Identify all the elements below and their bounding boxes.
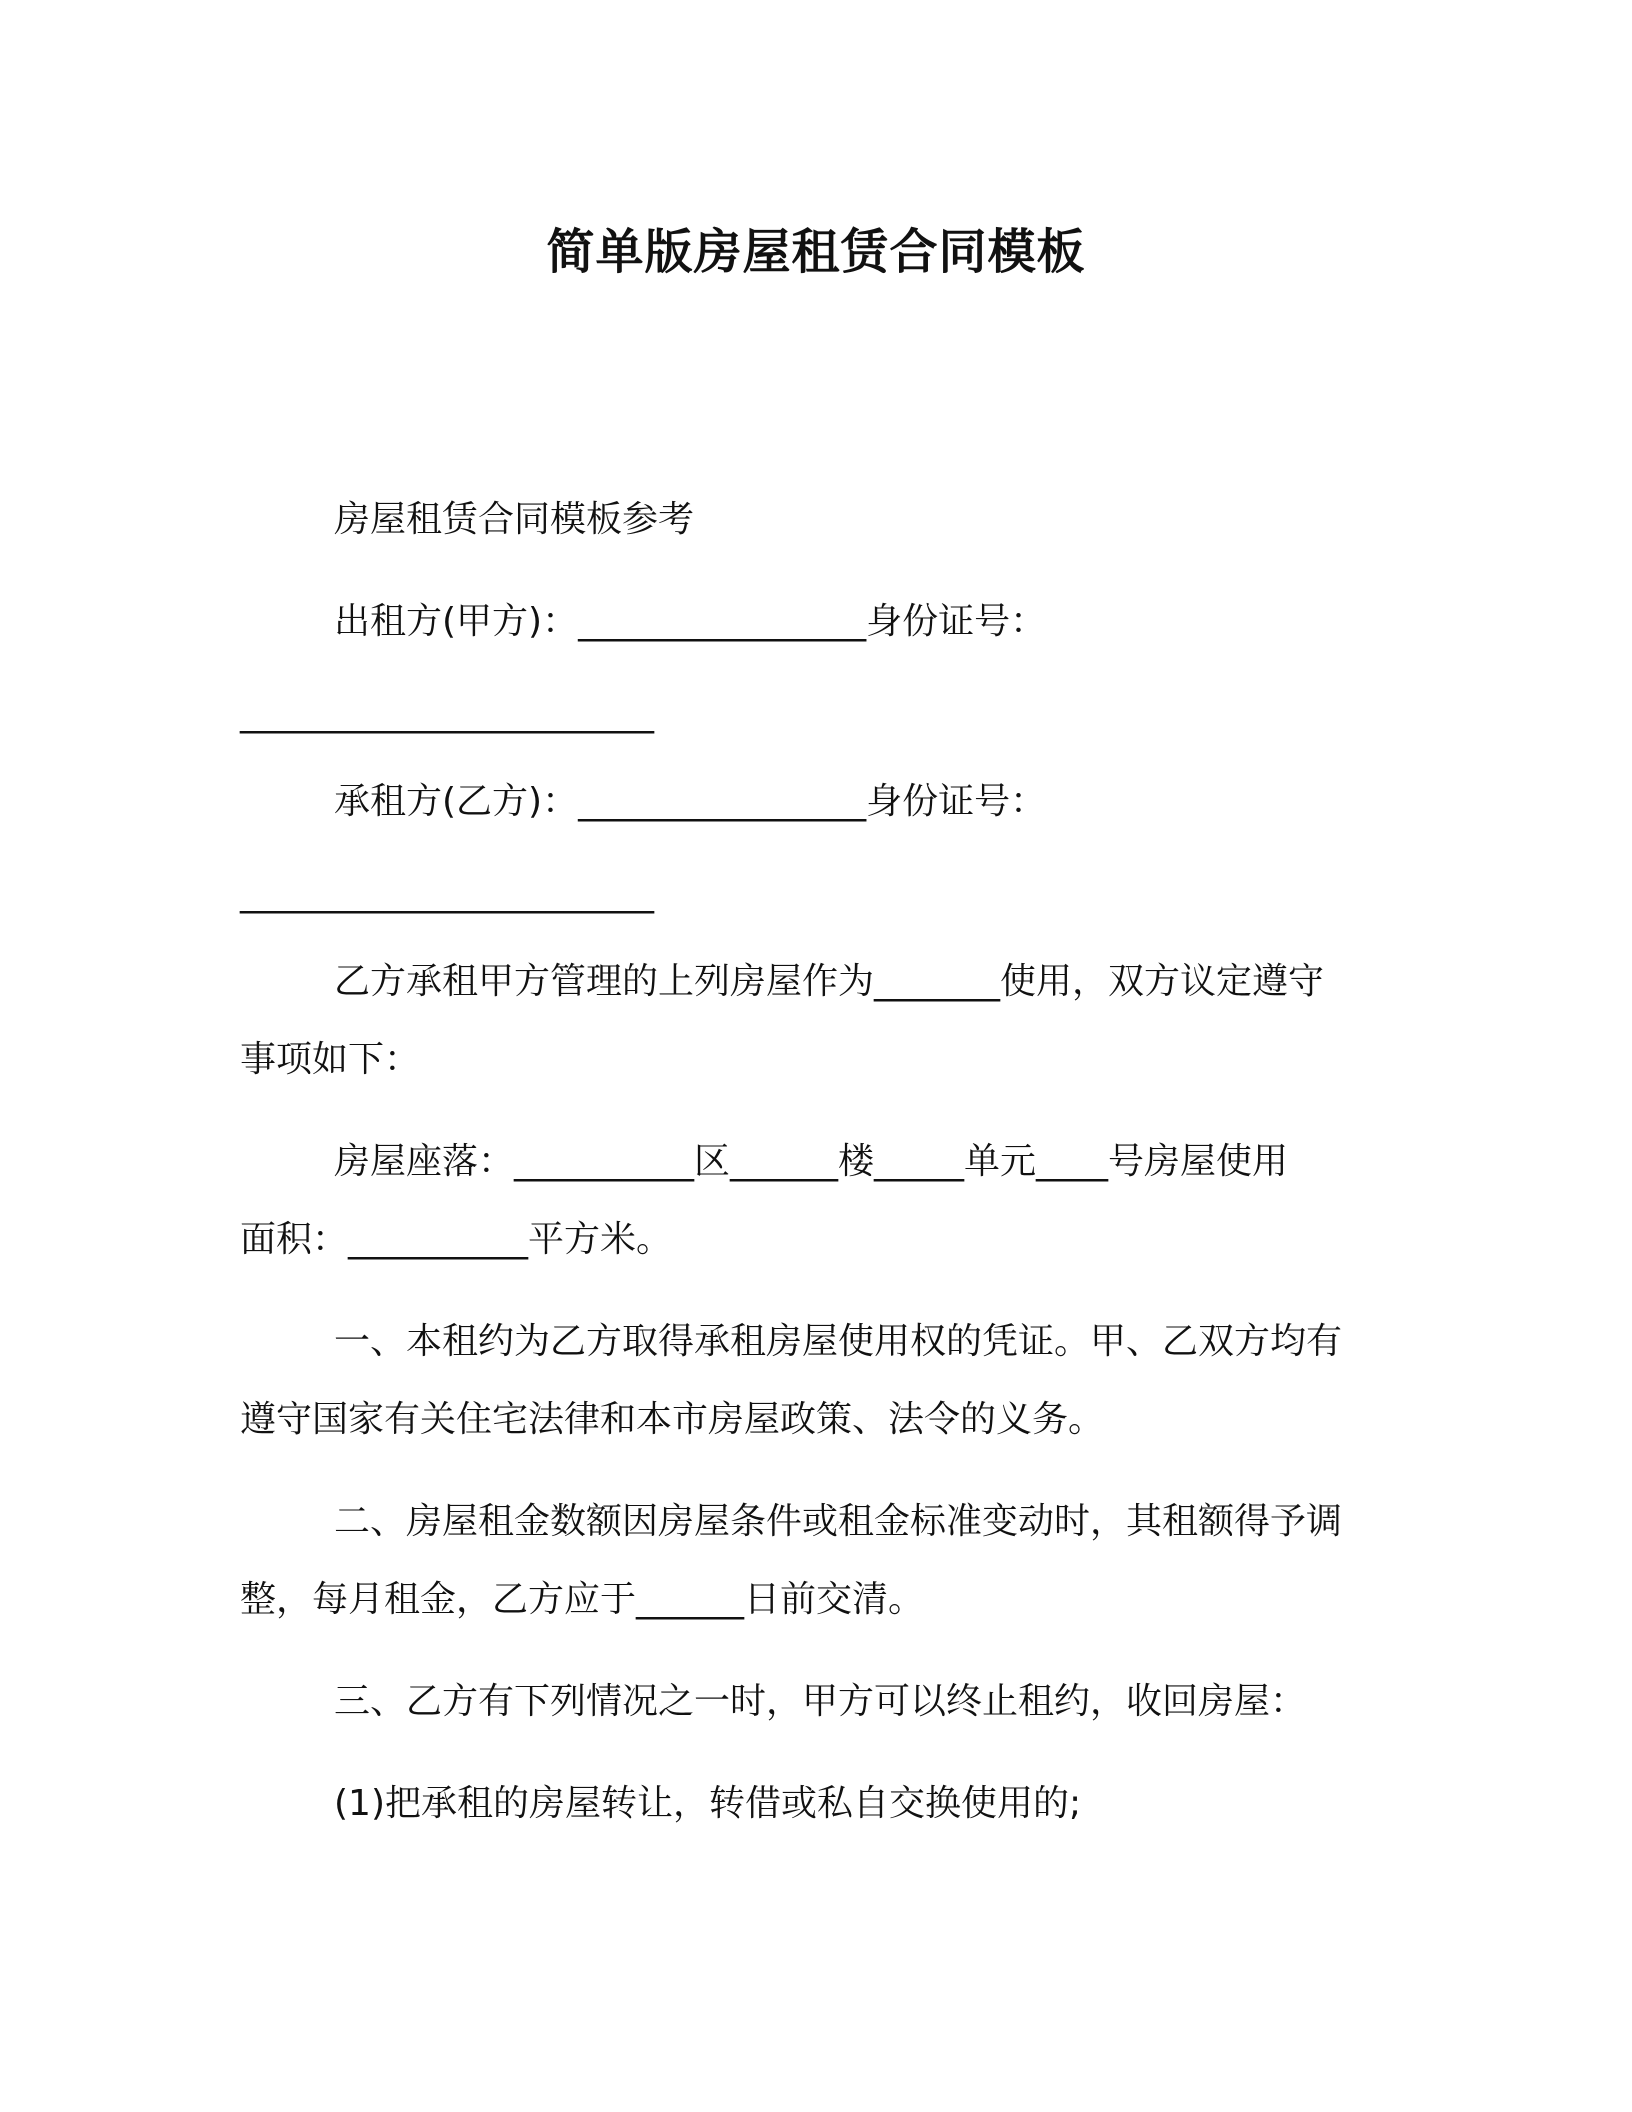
lessee-id-blank: _______________________	[240, 873, 654, 914]
clause-1-line-2: 遵守国家有关住宅法律和本市房屋政策、法令的义务。	[240, 1399, 1105, 1440]
clause-3-item-1: (1)把承租的房屋转让，转借或私自交换使用的;	[334, 1783, 1082, 1824]
usage-line-2: 事项如下：	[240, 1039, 421, 1080]
lessee-line: 承租方(乙方)：________________身份证号：	[334, 781, 1047, 822]
clause-2-line-1: 二、房屋租金数额因房屋条件或租金标准变动时，其租额得予调	[334, 1501, 1343, 1542]
usage-line-1: 乙方承租甲方管理的上列房屋作为_______使用，双方议定遵守	[334, 961, 1325, 1002]
location-line-1: 房屋座落：__________区______楼_____单元____号房屋使用	[334, 1141, 1289, 1182]
clause-2-line-2: 整，每月租金，乙方应于______日前交清。	[240, 1579, 925, 1620]
lessor-id-blank: _______________________	[240, 693, 654, 734]
clause-1-line-1: 一、本租约为乙方取得承租房屋使用权的凭证。甲、乙双方均有	[334, 1321, 1343, 1362]
location-line-2: 面积：__________平方米。	[240, 1219, 673, 1260]
document-title: 简单版房屋租赁合同模板	[546, 224, 1086, 280]
lessor-line: 出租方(甲方)：________________身份证号：	[334, 601, 1047, 642]
subtitle: 房屋租赁合同模板参考	[334, 499, 695, 540]
clause-3-line-1: 三、乙方有下列情况之一时，甲方可以终止租约，收回房屋：	[334, 1681, 1307, 1722]
